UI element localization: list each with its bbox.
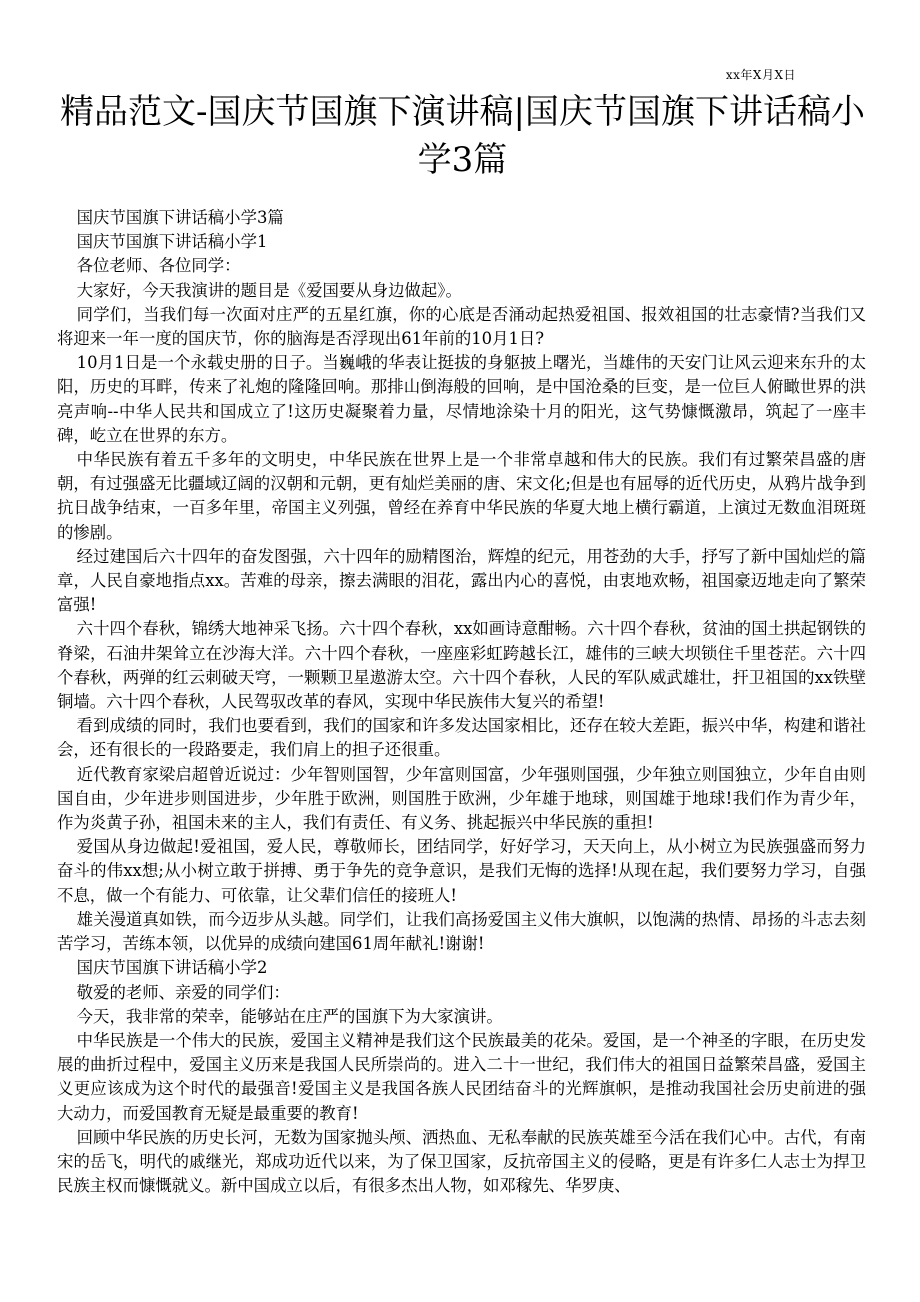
paragraph: 六十四个春秋，锦绣大地神采飞扬。六十四个春秋，xx如画诗意酣畅。六十四个春秋，贫油的国土拱起钢铁的脊梁，石油井架耸立在沙海大洋。六十四个春秋，一座座彩虹跨越长江，雄伟的三峡大坝锁住千里苍茫。六十四个春秋，两弹的红云刺破天穹，一颗颗卫星遨游太空。六十四个春秋，人民的军队威武雄壮，扞卫祖国的xx铁壁铜墙。六十四个春秋，人民驾驭改革的春风，实现中华民族伟大复兴的希望! (57, 619, 866, 712)
paragraph: 大家好，今天我演讲的题目是《爱国要从身边做起》。 (76, 280, 462, 300)
document-body (57, 206, 866, 1198)
paragraph: 看到成绩的同时，我们也要看到，我们的国家和许多发达国家相比，还存在较大差距，振兴中华，构建和谐社会，还有很长的一段路要走，我们肩上的担子还很重。 (57, 716, 866, 760)
paragraph: 爱国从身边做起!爱祖国，爱人民，尊敬师长，团结同学，好好学习，天天向上，从小树立为民族强盛而努力奋斗的伟xx想;从小树立敢于拼搏、勇于争先的竞争意识，是我们无悔的选择!从现在起，我们要努力学习，自强不息，做一个有能力、可依靠，让父辈们信任的接班人! (57, 837, 866, 905)
paragraph: 各位老师、各位同学： (76, 256, 241, 276)
paragraph: 国庆节国旗下讲话稿小学2 (76, 958, 268, 978)
paragraph: 中华民族是一个伟大的民族，爱国主义精神是我们这个民族最美的花朵。爱国，是一个神圣的字眼，在历史发展的曲折过程中，爱国主义历来是我国人民所崇尚的。进入二十一世纪，我们伟大的祖国日益繁荣昌盛，爱国主义更应该成为这个时代的最强音!爱国主义是我国各族人民团结奋斗的光辉旗帜，是推动我国社会历史前进的强大动力，而爱国教育无疑是最重要的教育! (57, 1030, 866, 1123)
paragraph: 雄关漫道真如铁，而今迈步从头越。同学们，让我们高扬爱国主义伟大旗帜，以饱满的热情、昂扬的斗志去刻苦学习，苦练本领，以优异的成绩向建国61周年献礼!谢谢! (57, 909, 866, 954)
paragraph: 中华民族有着五千多年的文明史，中华民族在世界上是一个非常卓越和伟大的民族。我们有过繁荣昌盛的唐朝，有过强盛无比疆域辽阔的汉朝和元朝，更有灿烂美丽的唐、宋文化;但是也有屈辱的近代历史，从鸦片战争到抗日战争结束，一百多年里，帝国主义列强，曾经在养育中华民族的华夏大地上横行霸道，上演过无数血泪斑斑的惨剧。 (57, 450, 866, 542)
paragraph: 回顾中华民族的历史长河，无数为国家抛头颅、洒热血、无私奉献的民族英雄至今活在我们心中。古代，有南宋的岳飞，明代的戚继光，郑成功近代以来，为了保卫国家，反抗帝国主义的侵略，更是有许多仁人志士为捍卫民族主权而慷慨就义。新中国成立以后，有很多杰出人物，如邓稼先、华罗庚、 (57, 1127, 866, 1196)
document-date: xx年X月X日 (725, 68, 796, 82)
paragraph: 敬爱的老师、亲爱的同学们： (76, 982, 290, 1002)
paragraph: 经过建国后六十四年的奋发图强，六十四年的励精图治，辉煌的纪元，用苍劲的大手，抒写了新中国灿烂的篇章，人民自豪地指点xx。苦难的母亲，擦去满眼的泪花，露出内心的喜悦，由衷地欢畅，祖国豪迈地走向了繁荣富强! (57, 546, 866, 615)
paragraph: 10月1日是一个永载史册的日子。当巍峨的华表让挺拔的身躯披上曙光，当雄伟的天安门让风云迎来东升的太阳，历史的耳畔，传来了礼炮的隆隆回响。那排山倒海般的回响，是中国沧桑的巨变，是一位巨人俯瞰世界的洪亮声响--中华人民共和国成立了!这历史凝聚着力量，尽情地涂染十月的阳光，这气势慷慨激昂，筑起了一座丰碑，屹立在世界的东方。 (57, 353, 866, 445)
paragraph: 近代教育家梁启超曾近说过：少年智则国智，少年富则国富，少年强则国强，少年独立则国独立，少年自由则国自由，少年进步则国进步，少年胜于欧洲，则国胜于欧洲，少年雄于地球，则国雄于地球!我们作为青少年，作为炎黄子孙，祖国未来的主人，我们有责任、有义务、挑起振兴中华民族的重担! (57, 764, 866, 833)
paragraph: 今天，我非常的荣幸，能够站在庄严的国旗下为大家演讲。 (76, 1006, 503, 1026)
paragraph: 国庆节国旗下讲话稿小学1 (76, 232, 268, 252)
paragraph: 国庆节国旗下讲话稿小学3篇 (76, 208, 284, 227)
paragraph: 同学们，当我们每一次面对庄严的五星红旗，你的心底是否涌动起热爱祖国、报效祖国的壮志豪情?当我们又将迎来一年一度的国庆节，你的脑海是否浮现出61年前的10月1日? (57, 304, 866, 349)
document-title: 精品范文-国庆节国旗下演讲稿|国庆节国旗下讲话稿小学3篇 (60, 92, 865, 180)
